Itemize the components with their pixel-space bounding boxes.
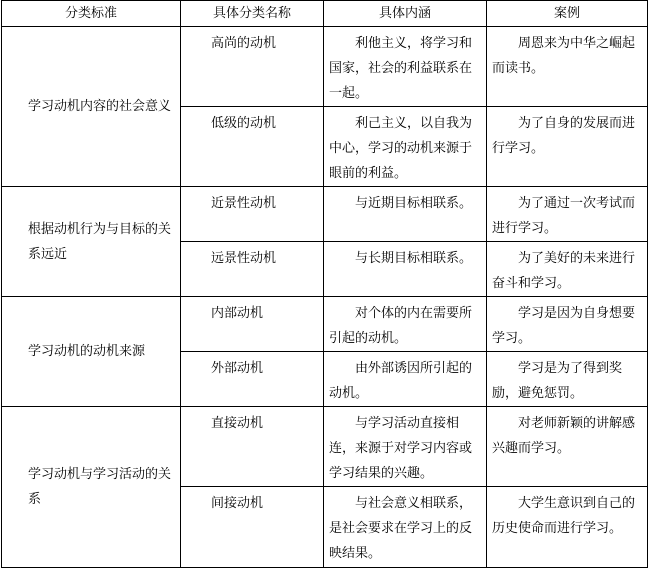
motive-content-cell: 与长期目标相联系。	[324, 242, 487, 297]
motive-name-cell: 间接动机	[181, 487, 324, 568]
motive-content-cell: 利他主义，将学习和国家，社会的利益联系在一起。	[324, 27, 487, 107]
motive-example-cell: 为了通过一次考试而进行学习。	[487, 187, 648, 242]
motive-example-cell: 大学生意识到自己的历史使命而进行学习。	[487, 487, 648, 568]
table-row	[2, 187, 648, 242]
motive-name-cell: 近景性动机	[181, 187, 324, 242]
category-cell: 根据动机行为与目标的关系远近	[2, 187, 181, 297]
motive-example-cell: 对老师新颖的讲解感兴趣而学习。	[487, 407, 648, 487]
header-row	[2, 1, 648, 27]
header-specific-category-name: 具体分类名称	[181, 1, 324, 27]
motive-content-cell: 利己主义，以自我为中心，学习的动机来源于眼前的利益。	[324, 107, 487, 187]
motive-content-cell: 与近期目标相联系。	[324, 187, 487, 242]
motive-content-cell: 由外部诱因所引起的动机。	[324, 352, 487, 407]
motive-example-cell: 周恩来为中华之崛起而读书。	[487, 27, 648, 107]
motive-name-cell: 外部动机	[181, 352, 324, 407]
motive-content-cell: 与学习活动直接相连，来源于对学习内容或学习结果的兴趣。	[324, 407, 487, 487]
motive-content-cell: 与社会意义相联系，是社会要求在学习上的反映结果。	[324, 487, 487, 568]
motive-example-cell: 学习是因为自身想要学习。	[487, 297, 648, 352]
motive-name-cell: 高尚的动机	[181, 27, 324, 107]
category-cell: 学习动机与学习活动的关系	[2, 407, 181, 568]
category-cell: 学习动机内容的社会意义	[2, 27, 181, 187]
header-specific-meaning: 具体内涵	[324, 1, 487, 27]
table-row	[2, 297, 648, 352]
table-row	[2, 407, 648, 487]
header-example: 案例	[487, 1, 648, 27]
motive-name-cell: 直接动机	[181, 407, 324, 487]
motive-name-cell: 内部动机	[181, 297, 324, 352]
motive-name-cell: 低级的动机	[181, 107, 324, 187]
motive-example-cell: 为了自身的发展而进行学习。	[487, 107, 648, 187]
motive-content-cell: 对个体的内在需要所引起的动机。	[324, 297, 487, 352]
motive-example-cell: 为了美好的未来进行奋斗和学习。	[487, 242, 648, 297]
header-classification-standard: 分类标准	[2, 1, 181, 27]
motivation-classification-table	[1, 0, 648, 568]
category-cell: 学习动机的动机来源	[2, 297, 181, 407]
motive-example-cell: 学习是为了得到奖励，避免惩罚。	[487, 352, 648, 407]
table-row	[2, 27, 648, 107]
motive-name-cell: 远景性动机	[181, 242, 324, 297]
